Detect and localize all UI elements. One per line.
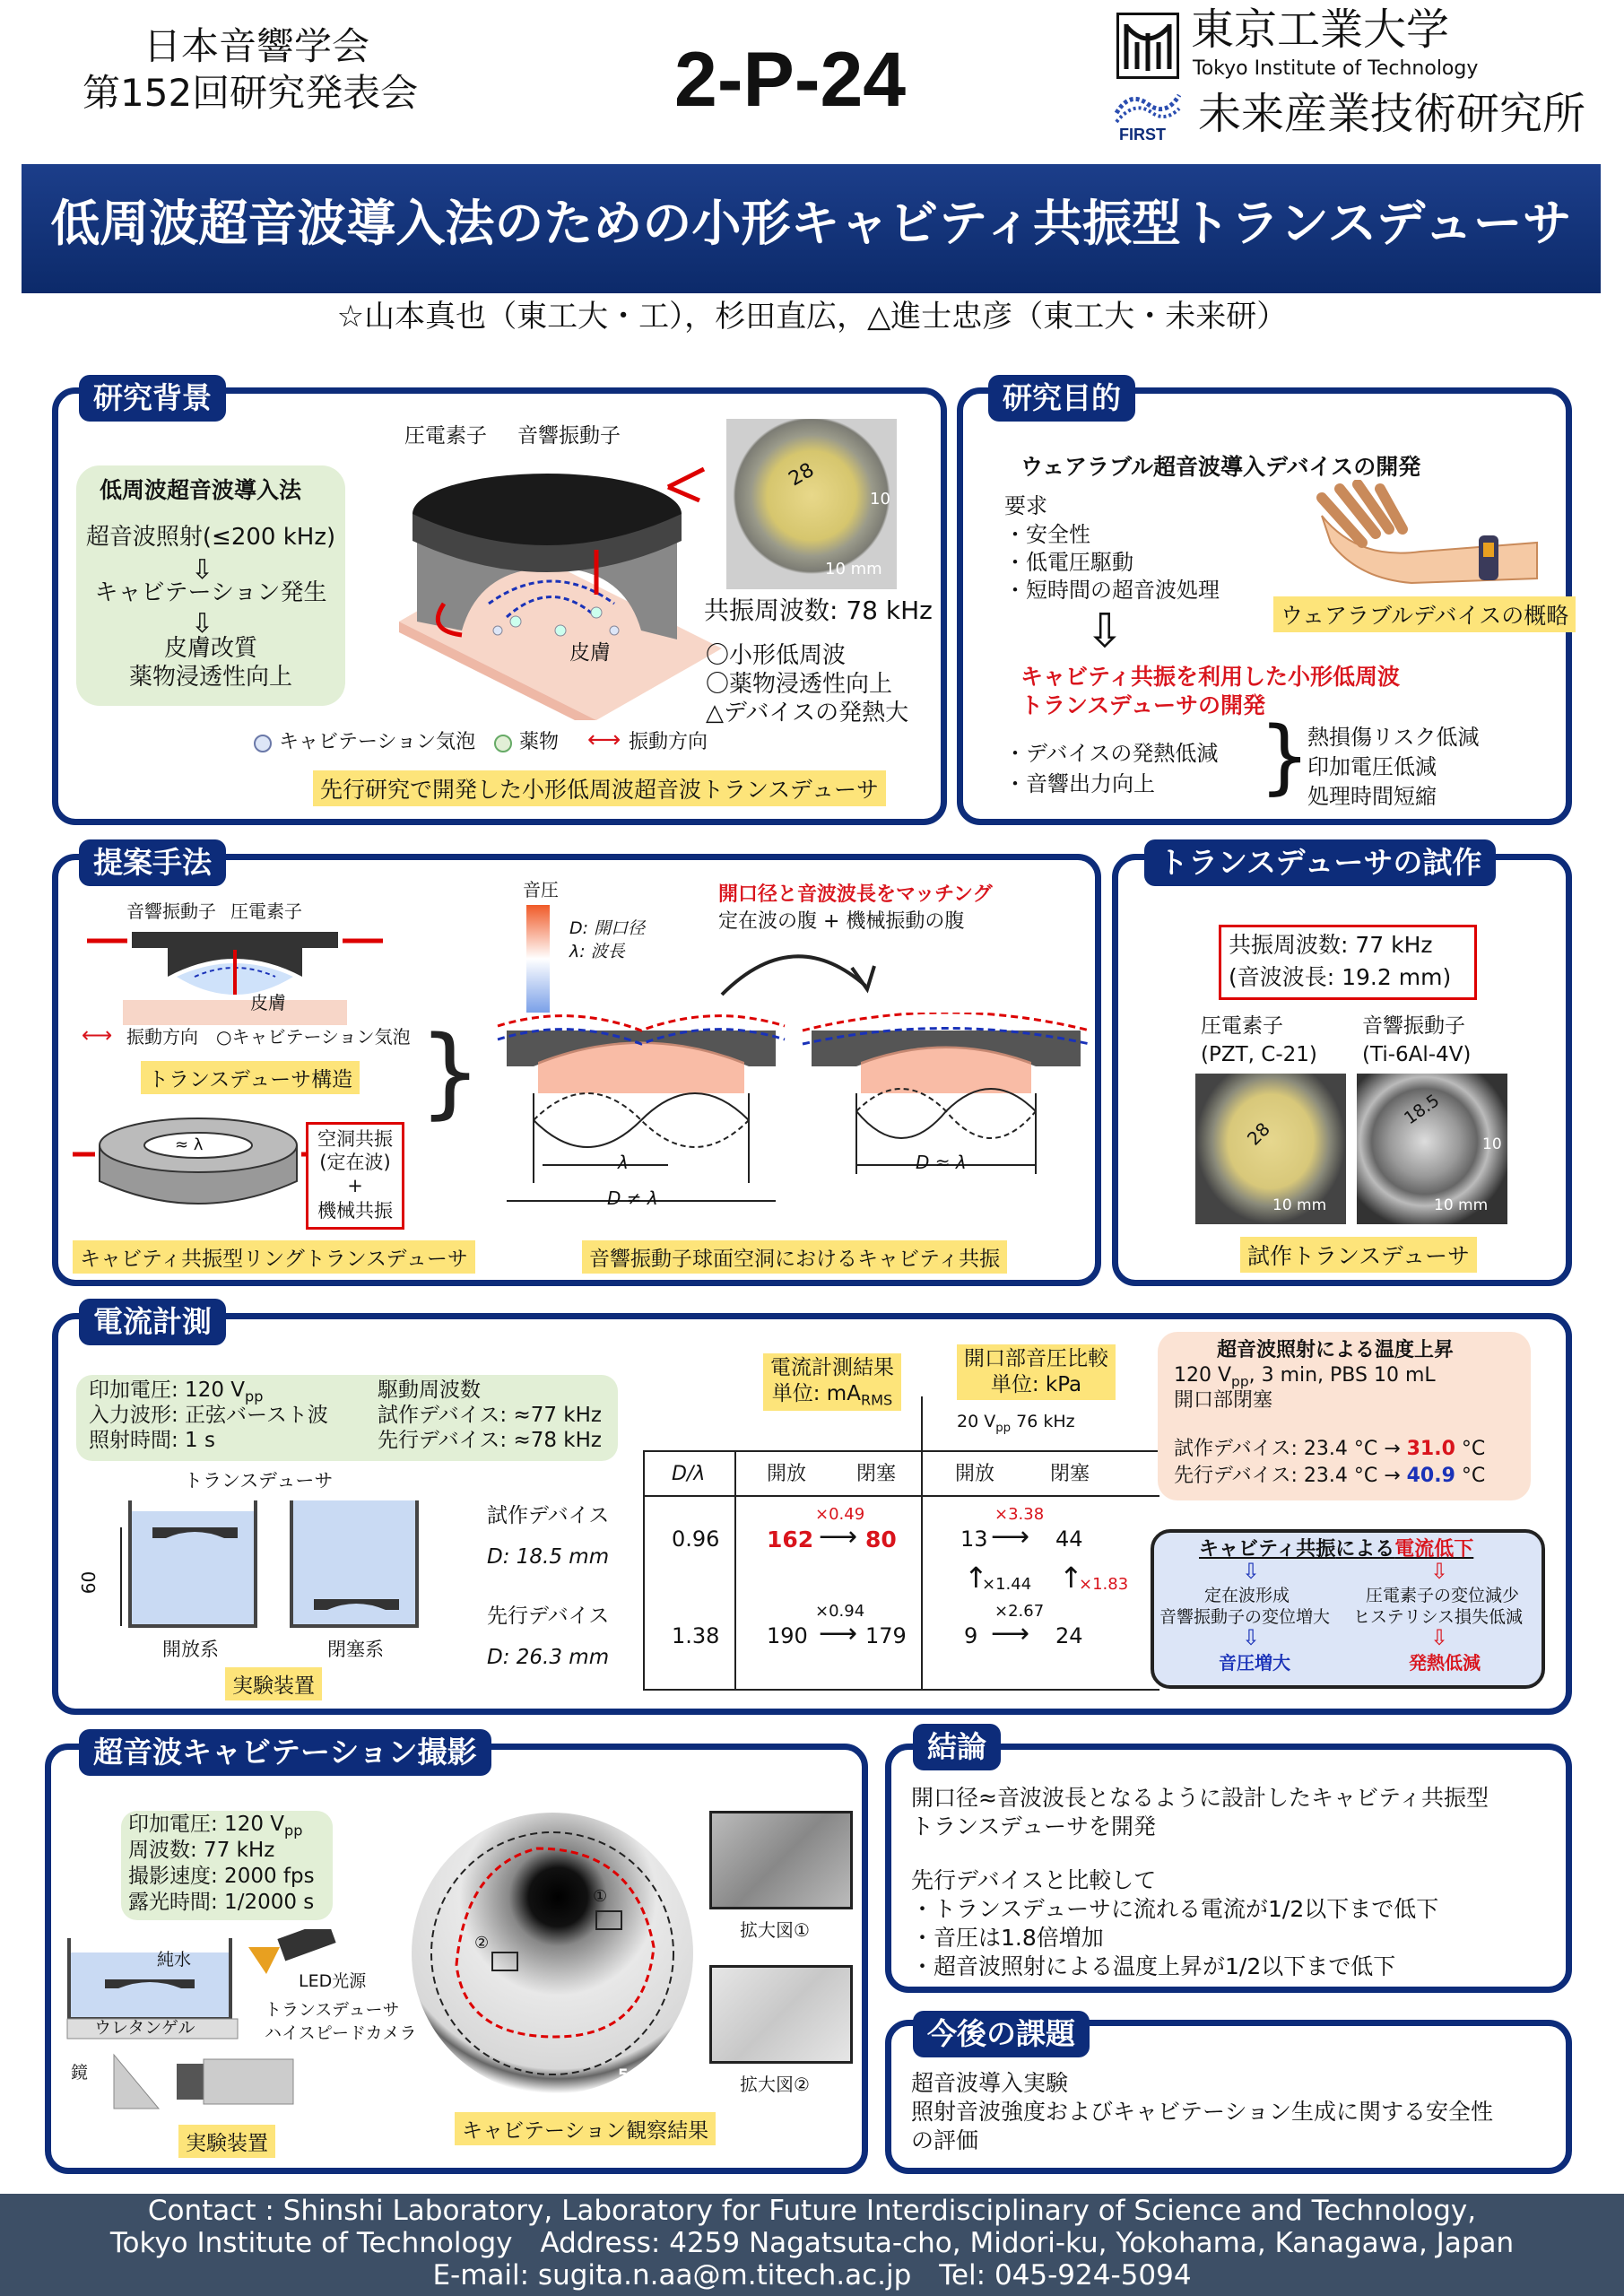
- blue-down-arrow-icon: ⇩: [1242, 1559, 1261, 1584]
- lab-name: 未来産業技術研究所: [1198, 89, 1586, 139]
- goal-line: トランスデューサの開発: [1020, 692, 1266, 718]
- vibration-arrow-icon: ⟷: [587, 726, 621, 753]
- conclusion-line: トランスデューサを開発: [911, 1813, 1157, 1839]
- result-item: 熱損傷リスク低減: [1307, 725, 1480, 750]
- dimension-label: 28: [1242, 1118, 1274, 1150]
- pressure-factor: ×3.38: [994, 1505, 1045, 1524]
- conclusion-item: ・音圧は1.8倍増加: [911, 1925, 1104, 1951]
- height-label: 60: [78, 1570, 100, 1595]
- footer: [0, 2194, 1624, 2296]
- method-panel: [52, 854, 1101, 1286]
- temperature-prototype: 試作デバイス: 23.4 °C → 31.0 °C: [1174, 1438, 1486, 1460]
- zoom-1-label: 拡大図①: [740, 1919, 810, 1941]
- authors: ☆山本真也（東工大・工），杉田直広，△進士忠彦（東工大・未来研）: [336, 299, 1288, 335]
- cavity-effect-left: 音響振動子の変位増大: [1159, 1607, 1331, 1627]
- legend-label: 振動方向: [629, 731, 708, 753]
- zoom-1-image: [709, 1811, 853, 1909]
- imaging-condition: 周波数: 77 kHz: [128, 1839, 275, 1862]
- col-header: D/λ: [672, 1463, 706, 1485]
- table-divider: [921, 1396, 923, 1689]
- pressure-closed-value: 44: [1055, 1526, 1083, 1552]
- table-rule: [643, 1689, 1159, 1691]
- temperature-condition: 120 $V_{pp}$, 3 min, PBS 10 mL: [1174, 1364, 1436, 1390]
- condition-voltage: 印加電圧: 120 $V_{pp}$: [89, 1378, 264, 1405]
- temperature-box: [1158, 1332, 1531, 1500]
- future-heading: 今後の課題: [913, 2011, 1090, 2057]
- legend-label: ○キャビテーション気泡: [216, 1026, 411, 1048]
- society-name: 日本音響学会: [143, 24, 370, 68]
- zoom-2-label: 拡大図②: [740, 2074, 810, 2095]
- dimension-label: 10: [870, 490, 890, 509]
- cavity-diagram-match: [794, 1013, 1099, 1228]
- imaging-condition: 撮影速度: 2000 fps: [128, 1865, 315, 1888]
- cavity-effect-right: ヒステリシス損失低減: [1353, 1607, 1524, 1627]
- requirement-item: ・安全性: [1004, 522, 1090, 547]
- current-closed-value: 80: [865, 1526, 897, 1552]
- background-heading: 研究背景: [79, 375, 226, 422]
- curved-arrow-icon: [704, 932, 883, 1004]
- pressure-up-factor: ×1.83: [1079, 1575, 1129, 1594]
- imaging-condition: 露光時間: 1/2000 s: [128, 1891, 315, 1914]
- right-arrow-icon: ⟶: [819, 1521, 858, 1552]
- current-setup-caption: 実験装置: [225, 1667, 322, 1700]
- vibrator-label: 音響振動子: [517, 424, 621, 448]
- titech-logo-icon: [1116, 13, 1179, 79]
- down-arrow-icon: ⇩: [191, 608, 214, 639]
- zoom-2-image: [709, 1965, 853, 2064]
- scale-bar-label: 10 mm: [1272, 1196, 1327, 1214]
- current-factor: ×0.94: [815, 1602, 865, 1621]
- flow-step: キャビテーション発生: [94, 579, 327, 606]
- lambda-label: λ: [618, 1152, 629, 1173]
- method-title: 低周波超音波導入法: [100, 477, 302, 503]
- transducer-illustration: [390, 451, 731, 720]
- imaging-voltage: 印加電圧: 120 $V_{pp}$: [128, 1813, 303, 1839]
- prototype-heading: トランスデューサの試作: [1144, 839, 1496, 886]
- feature-item: 〇小形低周波: [706, 642, 847, 669]
- flow-step: 超音波照射(≤200 kHz): [85, 524, 336, 551]
- first-logo-text: FIRST: [1119, 126, 1166, 144]
- requirement-item: ・短時間の超音波処理: [1004, 578, 1220, 603]
- conclusion-item: ・超音波照射による温度上昇が1/2以下まで低下: [911, 1953, 1396, 1979]
- future-line: の評価: [911, 2127, 979, 2153]
- transducer-label: トランスデューサ: [184, 1470, 334, 1492]
- legend-D: D: 開口径: [569, 918, 646, 938]
- device-name: 先行デバイス: [487, 1605, 610, 1628]
- current-factor: ×0.49: [815, 1505, 865, 1524]
- ultrasound-method-box: [76, 465, 345, 706]
- current-heading: 電流計測: [79, 1299, 226, 1345]
- requirement-item: ・低電圧駆動: [1004, 550, 1133, 575]
- scale-bar-label: 10 mm: [1434, 1196, 1489, 1214]
- title-bar: [22, 164, 1601, 293]
- cavity-effect-left: 定在波形成: [1204, 1586, 1290, 1605]
- imaging-setup-caption: 実験装置: [178, 2125, 275, 2158]
- lambda-mark: ≈ λ: [175, 1135, 204, 1154]
- scale-bar-label: 10 mm: [825, 560, 882, 578]
- meeting-name: 第152回研究発表会: [83, 71, 419, 115]
- box-line: (定在波): [319, 1152, 391, 1173]
- feature-item: △デバイスの発熱大: [706, 700, 909, 726]
- box-line: 機械共振: [317, 1200, 393, 1222]
- legend-label: キャビテーション気泡: [279, 731, 476, 753]
- pressure-label: 音圧: [523, 879, 559, 900]
- temperature-prior: 先行デバイス: 23.4 °C → 40.9 °C: [1174, 1465, 1486, 1487]
- legend-label: 薬物: [519, 731, 560, 753]
- dimension-label: 10: [1482, 1135, 1502, 1153]
- background-caption: 先行研究で開発した小形低周波超音波トランスデューサ: [313, 770, 886, 806]
- col-header: 開放: [955, 1463, 995, 1485]
- table-divider: [643, 1450, 645, 1689]
- sound-pressure-increase: 音圧増大: [1219, 1652, 1290, 1674]
- poster-id: 2-P-24: [674, 37, 907, 123]
- wearable-hand-illustration: [1304, 480, 1555, 587]
- poster-title: 低周波超音波導入法のための小形キャビティ共振型トランスデューサ: [50, 195, 1572, 252]
- pressure-open-value: 9: [964, 1623, 978, 1648]
- conclusion-panel: [885, 1744, 1572, 1993]
- pzt-material: (PZT, C-21): [1201, 1043, 1317, 1066]
- flow-step: 皮膚改質: [163, 635, 257, 662]
- imaging-conditions-box: [121, 1811, 333, 1920]
- table-header-rule: [643, 1450, 1159, 1452]
- closed-system-label: 閉塞系: [327, 1639, 384, 1660]
- condition-waveform: 入力波形: 正弦バースト波: [89, 1404, 328, 1427]
- device-diameter: D: 18.5 mm: [487, 1545, 610, 1569]
- blue-down-arrow-icon: ⇩: [1242, 1625, 1261, 1650]
- pressure-open-value: 13: [960, 1526, 988, 1552]
- up-arrow-icon: ↑: [1059, 1561, 1083, 1595]
- drive-frequency-item: 先行デバイス: ≈78 kHz: [378, 1429, 602, 1452]
- pressure-ratio-condition: 20 $V_{pp}$ 76 kHz: [957, 1412, 1075, 1435]
- region-1-label: ①: [593, 1887, 608, 1906]
- table-rule: [643, 1495, 1159, 1497]
- box-line: 空洞共振: [317, 1128, 393, 1150]
- region-2-label: ②: [474, 1934, 490, 1952]
- goal-line: キャビティ共振を利用した小形低周波: [1020, 664, 1401, 690]
- cavitation-observation-image: [412, 1813, 693, 2094]
- dimension-label: 18.5: [1400, 1091, 1444, 1129]
- effect-item: ・デバイスの発熱低減: [1004, 741, 1219, 766]
- water-label: 純水: [157, 1950, 192, 1970]
- prototype-frequency: 共振周波数: 77 kHz: [1229, 932, 1433, 958]
- ring-caption: キャビティ共振型リングトランスデューサ: [73, 1240, 475, 1274]
- conclusion-item: ・トランスデューサに流れる電流が1/2以下まで低下: [911, 1896, 1439, 1922]
- cavity-effect-right: 圧電素子の変位減少: [1366, 1586, 1520, 1605]
- current-open-value: 162: [767, 1526, 814, 1552]
- legend-lambda: λ: 波長: [569, 942, 625, 961]
- future-line: 超音波導入実験: [911, 2070, 1069, 2096]
- cavity-current-box: [1151, 1529, 1545, 1689]
- pzt-photo: [1195, 1074, 1346, 1224]
- d-lambda-value: 1.38: [672, 1623, 720, 1648]
- cavity-caption: 音響振動子球面空洞におけるキャビティ共振: [582, 1240, 1007, 1274]
- result-item: 印加電圧低減: [1307, 754, 1437, 779]
- result-item: 処理時間短縮: [1307, 784, 1437, 809]
- prototype-caption: 試作トランスデューサ: [1240, 1237, 1477, 1273]
- current-closed-value: 179: [865, 1623, 907, 1648]
- university-name-en: Tokyo Institute of Technology: [1193, 57, 1479, 80]
- prior-transducer-photo: [726, 419, 897, 589]
- vibrator-label: 音響振動子: [126, 900, 216, 922]
- brace-icon: }: [1259, 709, 1311, 804]
- transducer-label: トランスデューサ: [265, 2000, 400, 2020]
- cavity-current-title: キャビティ共振による電流低下: [1199, 1538, 1474, 1561]
- requirements-title: 要求: [1004, 493, 1047, 518]
- device-diameter: D: 26.3 mm: [487, 1646, 610, 1669]
- conclusion-line: 先行デバイスと比較して: [911, 1867, 1157, 1893]
- imaging-panel: [45, 1744, 868, 2174]
- pzt-label: 圧電素子: [404, 424, 487, 448]
- university-name-jp: 東京工業大学: [1191, 4, 1450, 55]
- D-not-equal-label: D ≠ λ: [607, 1187, 658, 1209]
- box-line: +: [347, 1175, 363, 1196]
- current-open-value: 190: [767, 1623, 808, 1648]
- drive-frequency-title: 駆動周波数: [378, 1378, 481, 1402]
- ring-transducer-illustration: [73, 1109, 333, 1217]
- col-header: 閉塞: [856, 1463, 897, 1485]
- temperature-condition: 開口部閉塞: [1174, 1389, 1273, 1412]
- purpose-heading: 研究目的: [988, 375, 1135, 422]
- dimension-label: 28: [785, 458, 819, 491]
- condition-time: 照射時間: 1 s: [89, 1429, 215, 1452]
- skin-label: 皮膚: [569, 641, 611, 665]
- effect-item: ・音響出力向上: [1004, 771, 1155, 796]
- gel-label: ウレタンゲル: [94, 2018, 195, 2038]
- vibrator-label: 音響振動子: [1362, 1014, 1465, 1038]
- current-setup-diagram: [67, 1492, 444, 1662]
- pressure-closed-value: 24: [1055, 1623, 1083, 1648]
- drive-frequency-item: 試作デバイス: ≈77 kHz: [378, 1404, 602, 1427]
- red-down-arrow-icon: ⇩: [1430, 1625, 1449, 1650]
- pressure-up-factor: ×1.44: [982, 1575, 1032, 1594]
- observation-overlay: [412, 1813, 693, 2094]
- right-arrow-icon: ⟶: [819, 1618, 858, 1649]
- camera-label: ハイスピードカメラ: [265, 2023, 417, 2043]
- right-arrow-icon: ⟶: [991, 1521, 1030, 1552]
- purpose-title: ウェアラブル超音波導入デバイスの開発: [1020, 454, 1421, 480]
- imaging-heading: 超音波キャビテーション撮影: [79, 1729, 491, 1776]
- drug-legend-icon: [494, 735, 512, 752]
- prototype-spec-box: [1219, 925, 1477, 1000]
- conclusion-heading: 結論: [913, 1724, 1001, 1770]
- col-header: 開放: [767, 1463, 807, 1485]
- open-system-label: 開放系: [162, 1639, 219, 1660]
- prototype-wavelength: (音波波長: 19.2 mm): [1229, 964, 1452, 990]
- vibrator-photo: [1357, 1074, 1507, 1224]
- bubble-legend-icon: [254, 735, 272, 752]
- pressure-ratio-title: 開口部音圧比較 単位: kPa: [957, 1344, 1116, 1400]
- background-panel: [52, 387, 947, 825]
- led-label: LED光源: [299, 1971, 367, 1991]
- footer-contact: Contact : Shinshi Laboratory, Laboratory for Future Interdisciplinary of Science and Technology,: [147, 2195, 1477, 2227]
- down-arrow-icon: ⇩: [191, 554, 214, 586]
- feature-item: 〇薬物浸透性向上: [706, 671, 893, 698]
- current-panel: [52, 1313, 1572, 1715]
- pzt-label: 圧電素子: [1201, 1014, 1283, 1038]
- vibrator-material: (Ti-6Al-4V): [1362, 1043, 1472, 1066]
- prototype-panel: [1112, 854, 1572, 1286]
- pzt-label: 圧電素子: [230, 900, 302, 922]
- down-arrow-icon: ⇩: [1085, 604, 1125, 658]
- future-line: 照射音波強度およびキャビテーション生成に関する安全性: [911, 2099, 1494, 2125]
- matching-title: 開口径と音波波長をマッチング: [718, 883, 993, 906]
- observation-caption: キャビテーション観察結果: [455, 2112, 716, 2145]
- resonance-frequency: 共振周波数: 78 kHz: [704, 596, 933, 625]
- D-equal-label: D ≈ λ: [916, 1152, 967, 1173]
- matching-subtitle: 定在波の腹 + 機械振動の腹: [718, 910, 965, 933]
- skin-label: 皮膚: [250, 992, 286, 1013]
- right-arrow-icon: ⟶: [991, 1618, 1030, 1649]
- footer-address: Tokyo Institute of Technology Address: 4259 Nagatsuta-cho, Midori-ku, Yokohama, Kanagawa, Japan: [109, 2227, 1515, 2259]
- table-divider: [734, 1450, 736, 1689]
- conclusion-line: 開口径≈音波波長となるように設計したキャビティ共振型: [911, 1785, 1489, 1811]
- flow-step: 薬物浸透性向上: [128, 664, 292, 691]
- d-lambda-value: 0.96: [672, 1526, 720, 1552]
- purpose-panel: [957, 387, 1572, 825]
- vibration-arrow-icon: ⟷: [82, 1022, 113, 1048]
- up-arrow-icon: ↑: [964, 1561, 988, 1595]
- wearable-caption: ウェアラブルデバイスの概略: [1273, 596, 1576, 632]
- structure-caption: トランスデューサ構造: [141, 1061, 360, 1094]
- pressure-factor: ×2.67: [994, 1602, 1045, 1621]
- red-down-arrow-icon: ⇩: [1430, 1559, 1449, 1584]
- legend-label: 振動方向: [126, 1026, 198, 1048]
- heat-reduction: 発熱低減: [1409, 1652, 1481, 1674]
- col-header: 閉塞: [1050, 1463, 1090, 1485]
- mirror-label: 鏡: [71, 2063, 89, 2083]
- current-result-title: 電流計測結果 単位: $mA_{RMS}$: [763, 1353, 901, 1411]
- device-name: 試作デバイス: [487, 1504, 610, 1527]
- current-conditions-box: [76, 1375, 618, 1461]
- method-heading: 提案手法: [79, 839, 226, 886]
- temperature-title: 超音波照射による温度上昇: [1217, 1339, 1455, 1361]
- first-logo-icon: [1112, 86, 1184, 145]
- pressure-colorbar: [526, 905, 550, 1013]
- resonance-box: [306, 1122, 404, 1230]
- scale-bar-label: 5 mm: [618, 2066, 666, 2084]
- footer-email: E-mail: sugita.n.aa@m.titech.ac.jp Tel: 045-924-5094: [432, 2259, 1192, 2292]
- brace-icon: }: [419, 1014, 482, 1129]
